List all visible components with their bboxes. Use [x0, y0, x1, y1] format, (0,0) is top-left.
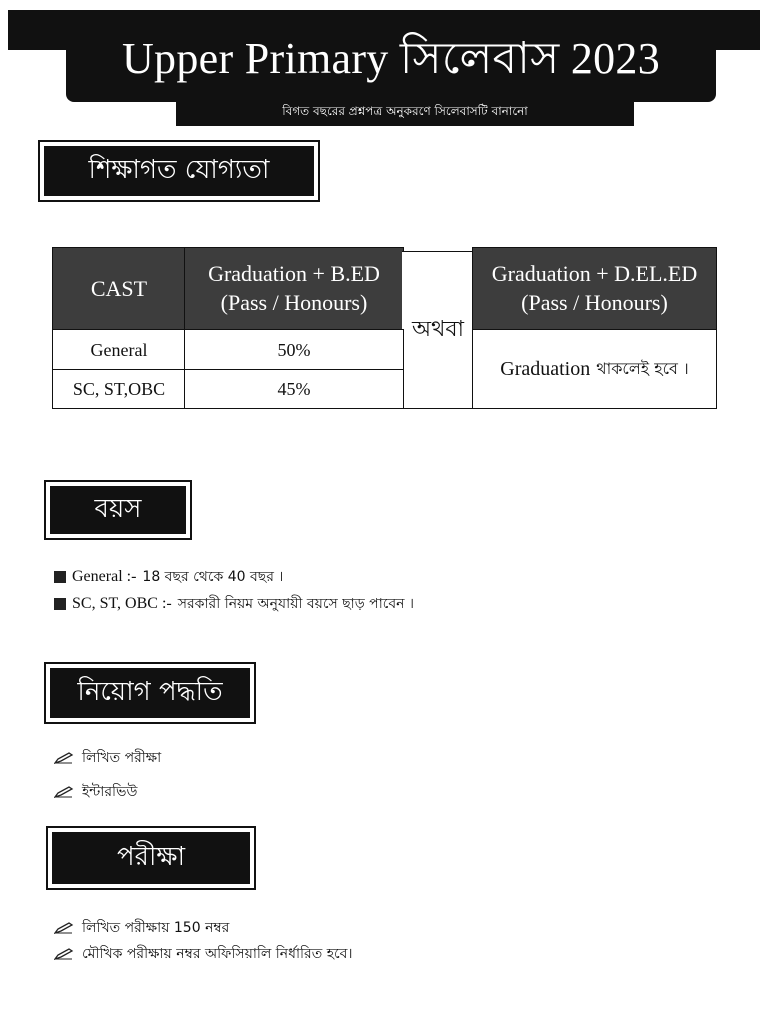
table-header-cast: CAST: [52, 247, 186, 331]
pencil-icon: [54, 785, 74, 799]
page-title: Upper Primary সিলেবাস 2023: [121, 33, 661, 83]
table-deled-value: Graduation থাকলেই হবে ।: [472, 329, 717, 409]
table-header-bed: Graduation + B.ED (Pass / Honours): [184, 247, 404, 331]
recruitment-item-interview: ইন্টারভিউ: [54, 780, 137, 804]
recruitment-item-written: লিখিত পরীক্ষা: [54, 746, 161, 770]
square-bullet-icon: [54, 598, 66, 610]
header-banner: [66, 20, 716, 102]
qualification-heading: শিক্ষাগত যোগ্যতা: [44, 146, 314, 196]
recruitment-heading: নিয়োগ পদ্ধতি: [50, 668, 250, 718]
exam-item-oral-marks: মৌখিক পরীক্ষায় নম্বর অফিসিয়ালি নির্ধারিত হবে।: [54, 942, 352, 966]
age-item-reserved: SC, ST, OBC :- সরকারী নিয়ম অনুযায়ী বয়সে ছাড় পাবেন ।: [54, 592, 414, 616]
page-subtitle: বিগত বছরের প্রশ্নপত্র অনুকরণে সিলেবাসটি বানানো: [176, 100, 634, 126]
table-row-general-bed: 50%: [184, 329, 404, 371]
qualification-table: [52, 247, 717, 409]
age-heading: বয়স: [50, 486, 186, 534]
square-bullet-icon: [54, 571, 66, 583]
table-or-label: অথবা: [402, 251, 474, 409]
table-row-reserved-cast: SC, ST,OBC: [52, 369, 186, 409]
table-row-general-cast: General: [52, 329, 186, 371]
table-row-reserved-bed: 45%: [184, 369, 404, 409]
age-heading-box: [44, 480, 192, 540]
qualification-heading-box: [38, 140, 320, 202]
exam-item-written-marks: লিখিত পরীক্ষায় 150 নম্বর: [54, 916, 229, 940]
pencil-icon: [54, 921, 74, 935]
exam-heading: পরীক্ষা: [52, 832, 250, 884]
table-header-deled: Graduation + D.EL.ED (Pass / Honours): [472, 247, 717, 331]
pencil-icon: [54, 947, 74, 961]
exam-heading-box: [46, 826, 256, 890]
pencil-icon: [54, 751, 74, 765]
recruitment-heading-box: [44, 662, 256, 724]
age-item-general: General :- 18 বছর থেকে 40 বছর ।: [54, 565, 283, 589]
